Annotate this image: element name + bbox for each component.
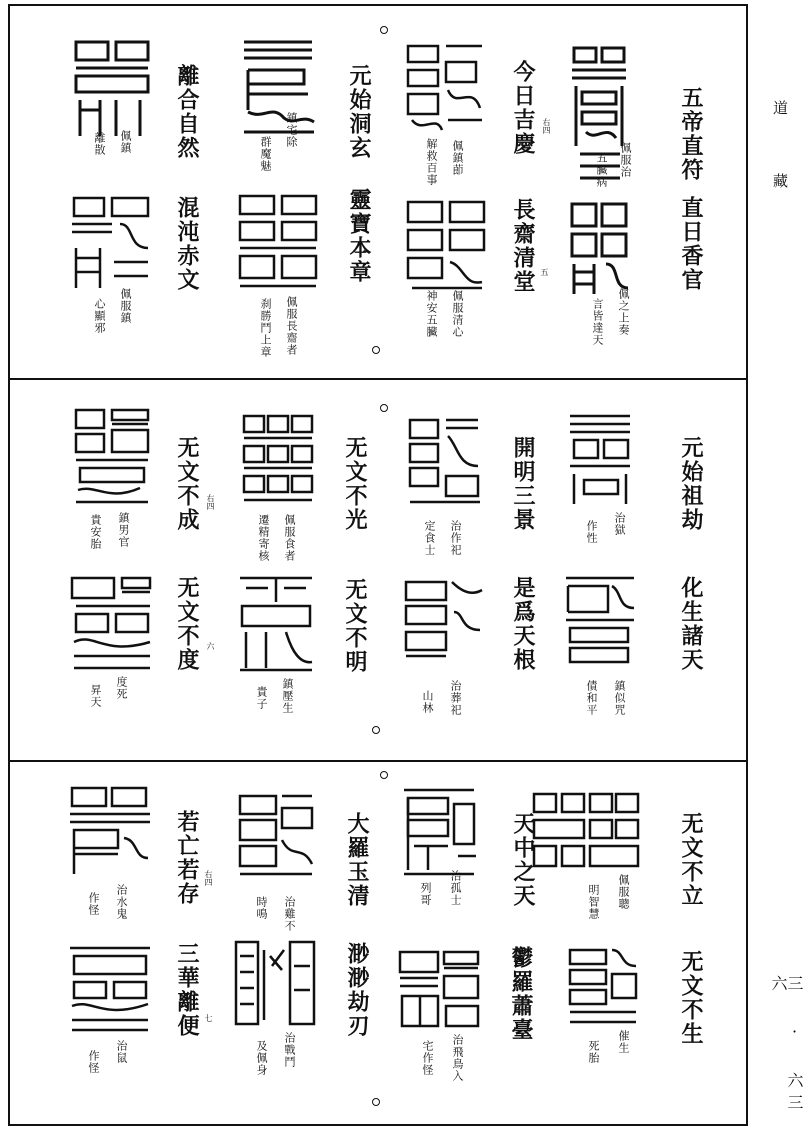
talisman-title: 今日吉慶 bbox=[510, 60, 536, 156]
page-number: 三 · 六三六 bbox=[769, 975, 804, 1116]
talisman-note: 佩鎮 bbox=[119, 130, 132, 154]
talisman-note: 貴子 bbox=[255, 686, 268, 710]
talisman-glyph bbox=[404, 414, 484, 514]
talisman-title: 若亡若存 bbox=[174, 810, 200, 906]
talisman-note: 刹勝鬥上章 bbox=[259, 298, 272, 358]
talisman-note: 治水鬼 bbox=[115, 884, 128, 920]
talisman-glyph bbox=[238, 36, 318, 140]
talisman-note: 神安五臟 bbox=[425, 290, 438, 338]
talisman-title: 開明三景 bbox=[510, 436, 536, 532]
talisman-note: 佩鎮莭 bbox=[451, 140, 464, 176]
talisman-title: 无文不度 bbox=[174, 576, 200, 672]
talisman-glyph bbox=[238, 410, 318, 514]
talisman-glyph bbox=[236, 790, 316, 892]
talisman-title: 元始祖劫 bbox=[678, 436, 704, 532]
talisman-title: 離合自然 bbox=[174, 64, 200, 160]
talisman-glyph bbox=[566, 944, 642, 1034]
talisman-glyph bbox=[66, 782, 154, 882]
talisman-glyph bbox=[566, 42, 630, 188]
talisman-note: 鎮似咒 bbox=[613, 680, 626, 716]
talisman-title: 混沌赤文 bbox=[174, 196, 200, 292]
talisman-note: 時鳴 bbox=[255, 896, 268, 920]
talisman-glyph bbox=[70, 404, 154, 510]
talisman-glyph bbox=[68, 572, 154, 676]
talisman-title: 五帝直符 bbox=[678, 86, 704, 182]
talisman-title: 无文不生 bbox=[678, 950, 704, 1046]
talisman-glyph bbox=[236, 572, 316, 676]
talisman-note: 遷精寄核 bbox=[257, 514, 270, 562]
talisman-note: 治鼠 bbox=[115, 1040, 128, 1064]
talisman-note: 治戰鬥 bbox=[283, 1032, 296, 1068]
talisman-note: 解救百事 bbox=[425, 138, 438, 186]
talisman-note: 催生 bbox=[617, 1030, 630, 1054]
talisman-title: 長齋清堂 bbox=[510, 198, 536, 294]
talisman-note: 佩服治 bbox=[619, 142, 632, 178]
binding-hole bbox=[380, 26, 388, 34]
section-mark: 右四 bbox=[542, 118, 551, 134]
talisman-glyph bbox=[396, 946, 482, 1036]
talisman-title: 鬱羅蕭臺 bbox=[508, 946, 534, 1042]
talisman-glyph bbox=[404, 40, 488, 140]
collection-title: 道 藏 bbox=[771, 100, 789, 208]
talisman-title: 元始洞玄 bbox=[346, 64, 372, 160]
talisman-title: 无文不立 bbox=[678, 812, 704, 908]
talisman-note: 佩服聰 bbox=[617, 874, 630, 910]
talisman-note: 鎮壓生 bbox=[281, 678, 294, 714]
talisman-glyph bbox=[402, 576, 486, 672]
talisman-glyph bbox=[564, 410, 636, 510]
talisman-note: 貴安胎 bbox=[89, 514, 102, 550]
binding-hole bbox=[372, 1098, 380, 1106]
talisman-title: 大羅玉清 bbox=[344, 812, 370, 908]
talisman-title: 靈寶本章 bbox=[346, 188, 372, 284]
talisman-note: 言皆達天 bbox=[591, 298, 604, 346]
talisman-note: 佩服長齋者 bbox=[285, 296, 298, 356]
talisman-note: 治獄 bbox=[613, 512, 626, 536]
talisman-note: 作怪 bbox=[87, 892, 100, 916]
binding-hole bbox=[380, 404, 388, 412]
talisman-title: 天中之天 bbox=[510, 812, 536, 908]
band-divider-2 bbox=[8, 760, 748, 762]
talisman-title: 无文不明 bbox=[342, 578, 368, 674]
talisman-title: 渺渺劫刃 bbox=[344, 942, 370, 1038]
talisman-glyph bbox=[530, 790, 642, 872]
talisman-glyph bbox=[70, 36, 154, 140]
binding-hole bbox=[372, 726, 380, 734]
talisman-note: 心顯邪 bbox=[93, 298, 106, 334]
talisman-note: 佩之上奏 bbox=[617, 288, 630, 336]
talisman-note: 明智慧 bbox=[587, 884, 600, 920]
talisman-note: 治飛鳥入 bbox=[451, 1034, 464, 1082]
binding-hole bbox=[372, 346, 380, 354]
talisman-note: 鎮宅除 bbox=[285, 112, 298, 148]
talisman-glyph bbox=[66, 942, 154, 1036]
talisman-note: 及佩身 bbox=[255, 1040, 268, 1076]
talisman-glyph bbox=[232, 936, 320, 1030]
talisman-note: 佩服清心 bbox=[451, 290, 464, 338]
talisman-note: 佩服食者 bbox=[283, 514, 296, 562]
section-mark: 五 bbox=[540, 268, 549, 276]
talisman-note: 債和平 bbox=[585, 680, 598, 716]
talisman-note: 離散 bbox=[93, 132, 106, 156]
talisman-glyph bbox=[236, 190, 320, 294]
talisman-note: 群魔魅 bbox=[259, 136, 272, 172]
talisman-note: 度死 bbox=[115, 676, 128, 700]
talisman-note: 鎮男官 bbox=[117, 512, 130, 548]
talisman-note: 治葬祀 bbox=[449, 680, 462, 716]
talisman-note: 作怪 bbox=[87, 1050, 100, 1074]
section-mark: 七 bbox=[204, 1014, 213, 1022]
talisman-title: 无文不成 bbox=[174, 436, 200, 532]
talisman-title: 是爲天根 bbox=[510, 576, 536, 672]
binding-hole bbox=[380, 771, 388, 779]
talisman-note: 定食士 bbox=[423, 520, 436, 556]
talisman-note: 治作祀 bbox=[449, 520, 462, 556]
talisman-note: 作性 bbox=[585, 520, 598, 544]
talisman-title: 三華離便 bbox=[174, 942, 200, 1038]
talisman-note: 治孤士 bbox=[449, 870, 462, 906]
talisman-title: 直日香官 bbox=[678, 196, 704, 292]
section-mark: 六 bbox=[206, 642, 215, 650]
section-mark: 右四 bbox=[206, 494, 215, 510]
talisman-title: 化生諸天 bbox=[678, 576, 704, 672]
talisman-glyph bbox=[566, 200, 634, 300]
talisman-note: 昇天 bbox=[89, 684, 102, 708]
talisman-note: 五臟病 bbox=[595, 152, 608, 188]
talisman-note: 死胎 bbox=[587, 1040, 600, 1064]
talisman-glyph bbox=[562, 572, 638, 668]
band-divider-1 bbox=[8, 378, 748, 380]
talisman-note: 宅作怪 bbox=[421, 1040, 434, 1076]
section-mark: 右四 bbox=[204, 870, 213, 886]
talisman-note: 山林 bbox=[421, 690, 434, 714]
talisman-note: 佩服鎮 bbox=[119, 288, 132, 324]
talisman-glyph bbox=[404, 196, 490, 296]
talisman-glyph bbox=[68, 192, 156, 296]
talisman-note: 列哥 bbox=[419, 882, 432, 906]
talisman-note: 治雞不 bbox=[283, 896, 296, 932]
talisman-glyph bbox=[398, 784, 482, 884]
talisman-title: 无文不光 bbox=[342, 436, 368, 532]
